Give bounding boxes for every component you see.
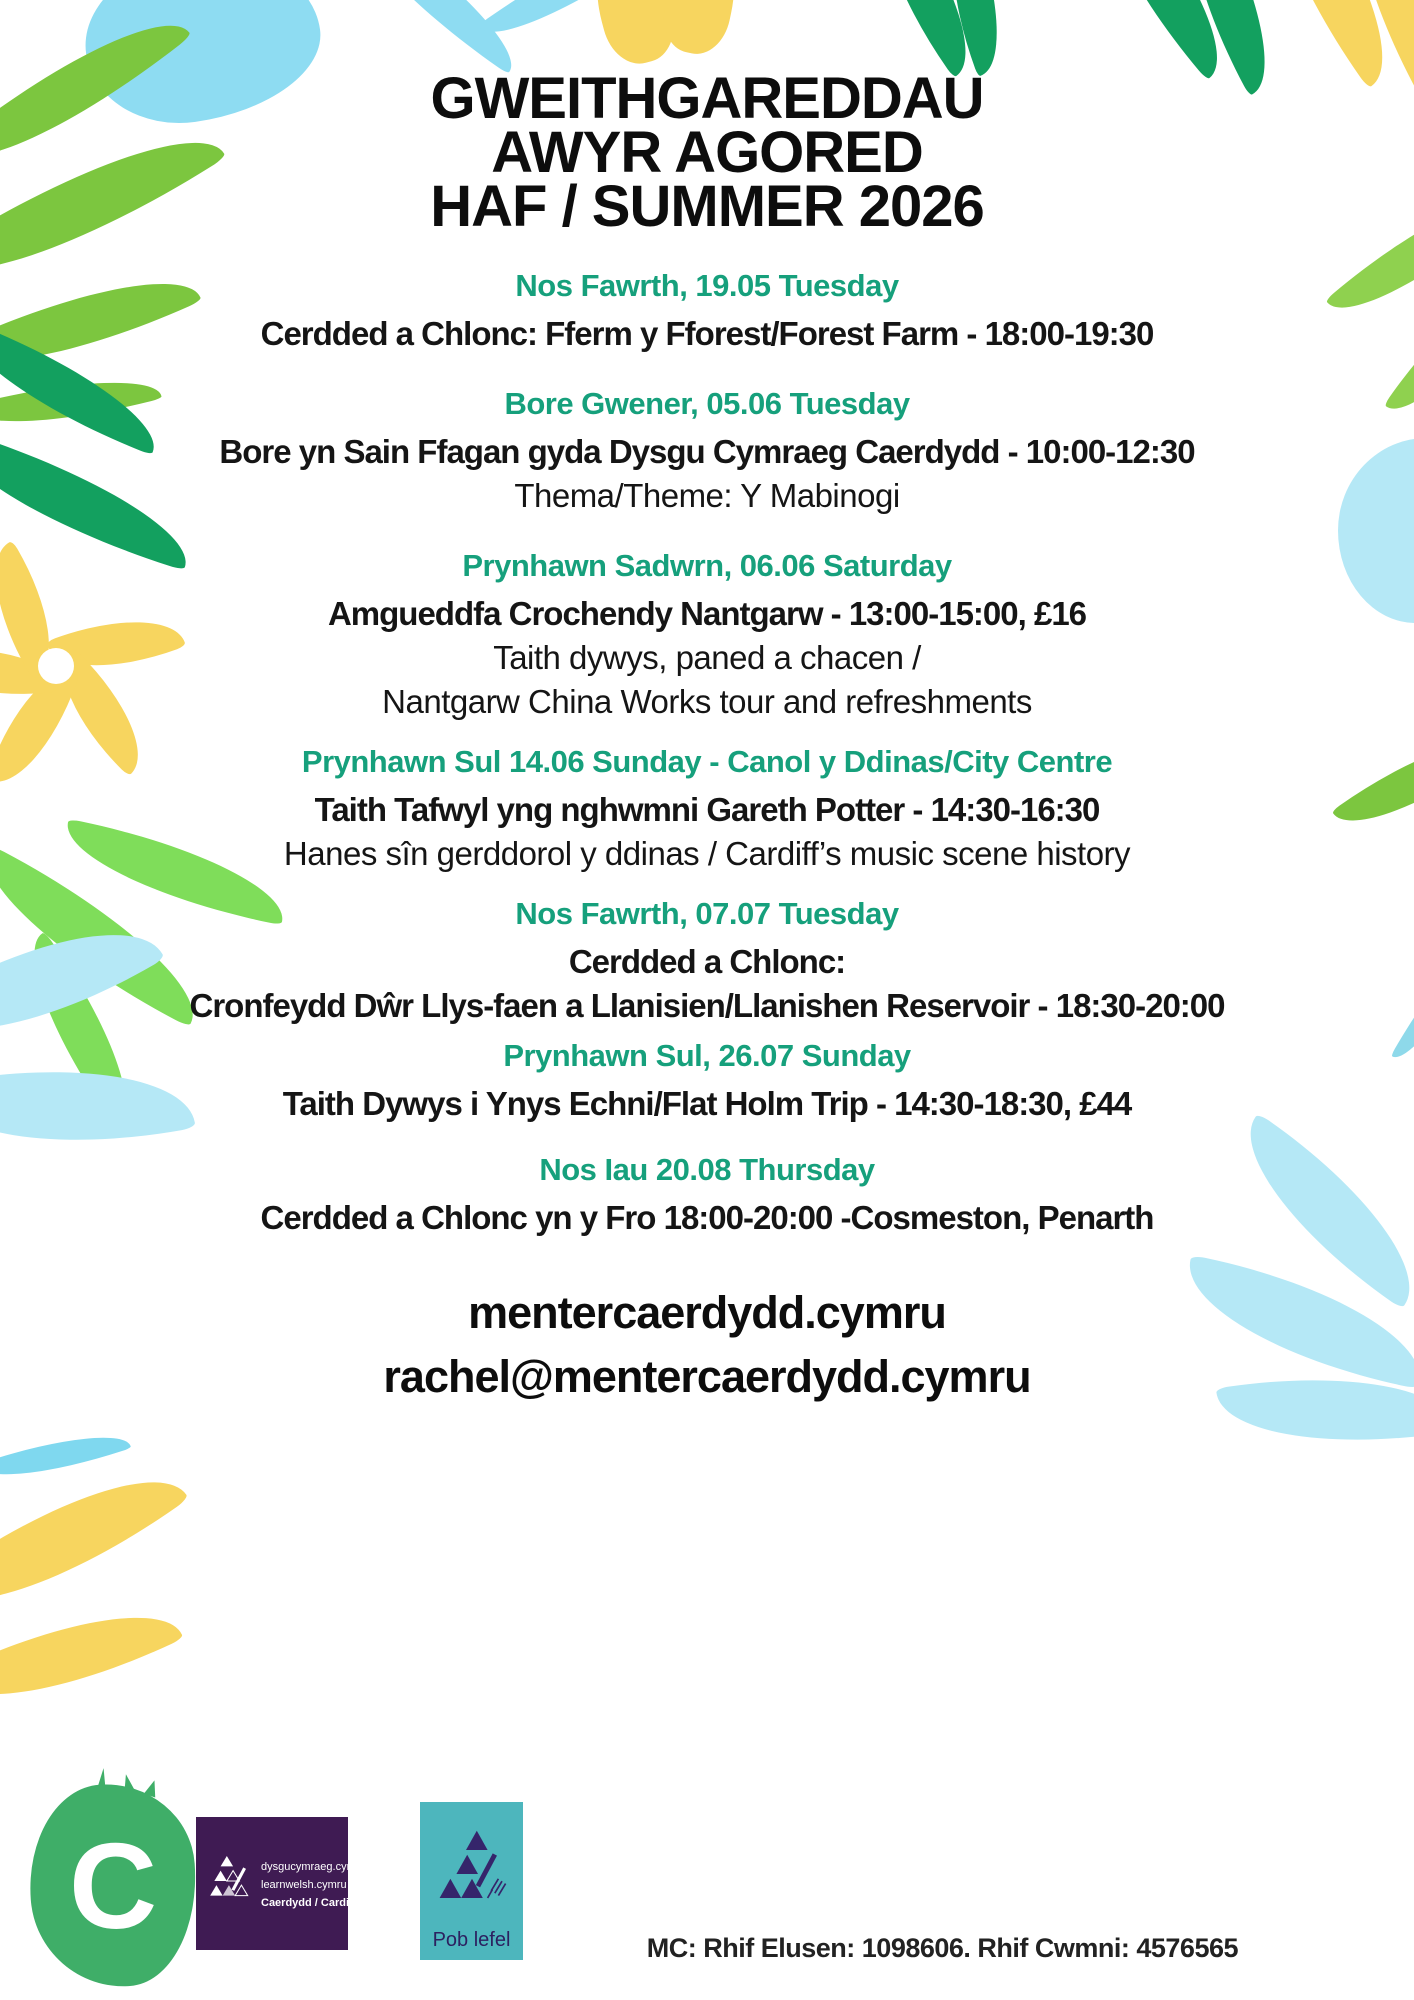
event-section [0, 1038, 1414, 1126]
triangles-icon [436, 1828, 508, 1925]
poster-title-line-2: AWYR AGORED [491, 120, 923, 185]
event-section [0, 896, 1414, 1028]
event-detail-line: Cerdded a Chlonc: Fferm y Fforest/Forest Farm - 18:00-19:30 [260, 315, 1154, 352]
event-date-heading: Bore Gwener, 05.06 Tuesday [504, 386, 910, 421]
poster-title-line-1: GWEITHGAREDDAU [430, 66, 984, 131]
menter-caerdydd-logo [28, 1780, 198, 1995]
event-date-heading: Nos Fawrth, 19.05 Tuesday [515, 268, 899, 303]
pob-lefel-logo [420, 1802, 523, 1960]
event-date-heading: Prynhawn Sul, 26.07 Sunday [503, 1038, 911, 1073]
event-detail-line: Bore yn Sain Ffagan gyda Dysgu Cymraeg Caerdydd - 10:00-12:30 [219, 433, 1195, 470]
registration-numbers: MC: Rhif Elusen: 1098606. Rhif Cwmni: 4576565 [646, 1933, 1238, 1963]
dysgu-logo-text [261, 1857, 366, 1911]
event-list [0, 268, 1414, 1240]
event-detail-line: Hanes sîn gerddorol y ddinas / Cardiff’s music scene history [283, 835, 1131, 872]
event-section [0, 1152, 1414, 1240]
event-detail-line: Taith dywys, paned a chacen / [493, 639, 921, 676]
event-detail-line: Thema/Theme: Y Mabinogi [514, 477, 900, 514]
dysgu-line-3: Caerdydd / Cardiff [261, 1896, 357, 1909]
pob-lefel-label: Pob lefel [432, 1929, 511, 1951]
event-section [0, 386, 1414, 518]
event-section [0, 268, 1414, 356]
event-date-heading: Prynhawn Sul 14.06 Sunday - Canol y Ddinas/City Centre [301, 744, 1113, 779]
event-detail-line: Amgueddfa Crochendy Nantgarw - 13:00-15:00, £16 [327, 595, 1087, 632]
event-detail-line: Nantgarw China Works tour and refreshments [382, 683, 1032, 720]
dysgu-cymraeg-logo [196, 1817, 366, 1950]
website-url: mentercaerdydd.cymru [468, 1287, 946, 1338]
event-detail-line: Cronfeydd Dŵr Llys-faen a Llanisien/Llanishen Reservoir - 18:30-20:00 [189, 987, 1225, 1024]
email-address: rachel@mentercaerdydd.cymru [383, 1351, 1031, 1402]
dysgu-line-2: learnwelsh.cymru [261, 1878, 347, 1891]
event-section [0, 744, 1414, 876]
event-date-heading: Nos Iau 20.08 Thursday [539, 1152, 875, 1187]
event-section [0, 548, 1414, 724]
menter-logo-letter: C [68, 1818, 158, 1954]
triangles-icon [210, 1856, 252, 1911]
event-date-heading: Nos Fawrth, 07.07 Tuesday [515, 896, 899, 931]
poster-title-line-3: HAF / SUMMER 2026 [430, 174, 984, 239]
event-date-heading: Prynhawn Sadwrn, 06.06 Saturday [462, 548, 952, 583]
event-detail-line: Taith Dywys i Ynys Echni/Flat Holm Trip - 14:30-18:30, £44 [282, 1085, 1132, 1122]
contact-block [0, 1284, 1414, 1406]
event-detail-line: Cerdded a Chlonc: [568, 943, 846, 980]
dysgu-line-1: dysgucymraeg.cymru [261, 1860, 366, 1873]
event-detail-line: Taith Tafwyl yng nghwmni Gareth Potter - 14:30-16:30 [314, 791, 1100, 828]
event-detail-line: Cerdded a Chlonc yn y Fro 18:00-20:00 -Cosmeston, Penarth [260, 1199, 1154, 1236]
